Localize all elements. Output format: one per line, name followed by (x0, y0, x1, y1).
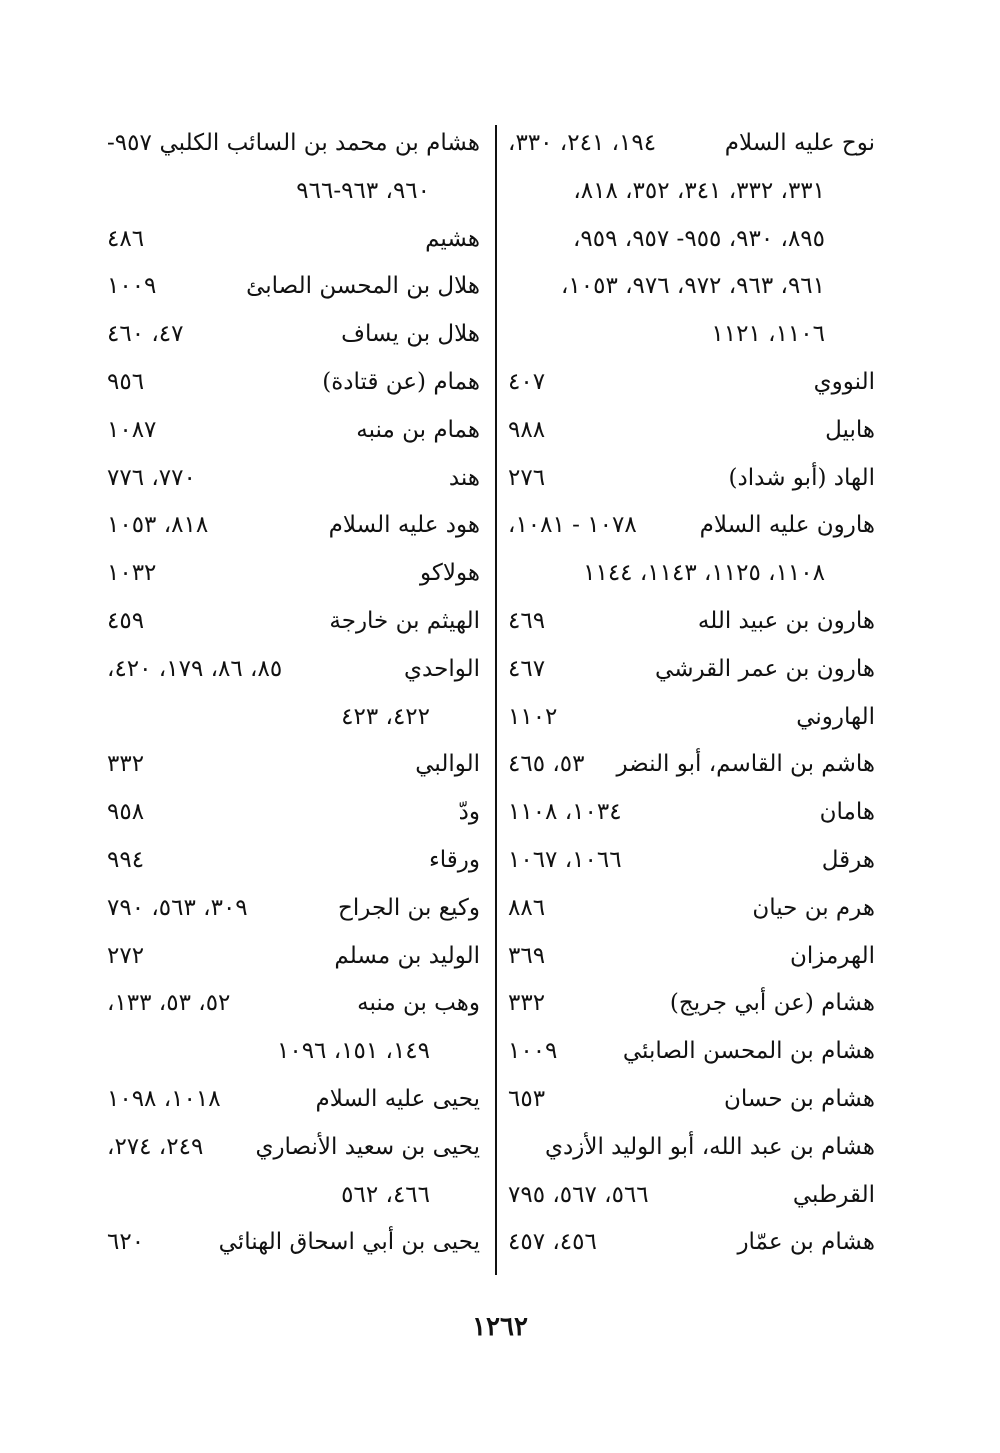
index-column-right (500, 120, 885, 1267)
entry-name: وكيع بن الجراح (338, 894, 480, 921)
entry-page-numbers: ١٠٠٩ (107, 273, 157, 300)
entry-page-numbers: ٢٧٢ (107, 942, 145, 969)
entry-name: هاشم بن القاسم، أبو النضر (616, 751, 875, 778)
index-entry (105, 1124, 490, 1172)
entry-page-numbers: ١٠٠٩ (508, 1038, 558, 1065)
entry-page-numbers: ١٩٤، ٢٤١، ٣٣٠، (508, 130, 657, 156)
index-entry (105, 1076, 490, 1124)
index-entry (105, 1172, 490, 1220)
column-divider (495, 125, 497, 1275)
entry-name: الهاد (أبو شداد) (728, 464, 875, 491)
entry-page-numbers: ١٠٣٢ (107, 560, 157, 587)
entry-page-numbers: ٤٢٢، ٤٢٣ (341, 703, 430, 730)
index-entry (500, 694, 885, 742)
entry-name: هلال بن المحسن الصابئ (246, 273, 480, 300)
entry-name: النووي (813, 368, 875, 395)
index-entry (500, 263, 885, 311)
entry-page-numbers: ١٠٧٨ - ١٠٨١، (508, 512, 637, 539)
entry-page-numbers: ٥٦٦، ٥٦٧، ٧٩٥ (508, 1181, 649, 1208)
entry-name: هارون بن عمر القرشي (655, 655, 875, 682)
entry-page-numbers: ٣٣١، ٣٣٢، ٣٤١، ٣٥٢، ٨١٨، (573, 177, 825, 204)
entry-name: هشام بن عمّار (737, 1229, 875, 1256)
entry-page-numbers: ٥٣، ٤٦٥ (508, 751, 585, 778)
entry-page-numbers: ١٠٨٧ (107, 416, 157, 443)
entry-page-numbers: ٤٦٧ (508, 655, 546, 682)
index-entry (500, 885, 885, 933)
index-entry (105, 359, 490, 407)
entry-page-numbers: ٣٠٩، ٥٦٣، ٧٩٠ (107, 894, 248, 921)
entry-page-numbers: ١٠١٨، ١٠٩٨ (107, 1085, 221, 1112)
index-entry (105, 311, 490, 359)
entry-name: هامان (819, 799, 875, 826)
index-entry (105, 502, 490, 550)
index-entry (105, 263, 490, 311)
index-entry (500, 1028, 885, 1076)
index-entry (105, 168, 490, 216)
entry-name: هلال بن يساف (341, 321, 480, 348)
entry-page-numbers: ٤٦٦، ٥٦٢ (341, 1181, 430, 1208)
entry-page-numbers: ١١٠٦، ١١٢١ (711, 321, 825, 348)
entry-page-numbers: ٩٥٨ (107, 799, 145, 826)
entry-page-numbers: ٧٧٠، ٧٧٦ (107, 464, 196, 491)
index-entry (500, 598, 885, 646)
entry-name: يحيى بن أبي اسحاق الهنائي (218, 1229, 480, 1256)
index-entry (105, 1219, 490, 1267)
index-entry (500, 120, 885, 168)
entry-page-numbers: ١٤٩، ١٥١، ١٠٩٦ (276, 1038, 430, 1065)
index-entry (105, 646, 490, 694)
index-entry (105, 598, 490, 646)
entry-page-numbers: ٤٥٦، ٤٥٧ (508, 1229, 597, 1256)
index-entry (105, 455, 490, 503)
index-entry (500, 789, 885, 837)
entry-name: هابيل (825, 416, 875, 443)
entry-name: القرطبي (792, 1181, 875, 1208)
index-entry (105, 933, 490, 981)
entry-page-numbers: ٨٩٥، ٩٣٠، ٩٥٥- ٩٥٧، ٩٥٩، (572, 225, 825, 252)
entry-name: هشام بن حسان (723, 1085, 875, 1112)
entry-page-numbers: ٤٨٦ (107, 225, 145, 252)
entry-name: هشام بن محمد بن السائب الكلبي (159, 130, 480, 156)
entry-name: هارون عليه السلام (699, 512, 875, 539)
index-entry (500, 933, 885, 981)
entry-page-numbers: ٨٨٦ (508, 894, 546, 921)
index-entry (105, 741, 490, 789)
entry-name: هارون بن عبيد الله (697, 607, 875, 634)
entry-page-numbers: ٤٦٩ (508, 607, 546, 634)
entry-name: هشيم (425, 225, 480, 252)
index-entry (500, 646, 885, 694)
index-entry (500, 1172, 885, 1220)
entry-name: همام بن منبه (356, 416, 480, 443)
index-entry (105, 837, 490, 885)
entry-name: هشام بن عبد الله، أبو الوليد الأزدي (544, 1133, 875, 1160)
index-entry (500, 1124, 885, 1172)
index-entry (500, 550, 885, 598)
entry-page-numbers: ١٠٦٦، ١٠٦٧ (508, 846, 622, 873)
entry-name: هشام (عن أبي جريج) (669, 990, 875, 1017)
entry-page-numbers: ٩٥٦ (107, 368, 145, 395)
entry-page-numbers: ٩٨٨ (508, 416, 546, 443)
index-entry (105, 216, 490, 264)
entry-page-numbers: ٩٥٧- (107, 130, 152, 156)
entry-name: هرقل (821, 846, 875, 873)
entry-name: هولاكو (420, 560, 480, 587)
entry-name: هود عليه السلام (328, 512, 480, 539)
entry-page-numbers: ١١٠٨، ١١٢٥، ١١٤٣، ١١٤٤ (583, 560, 825, 587)
index-entry (500, 980, 885, 1028)
index-entry (105, 980, 490, 1028)
entry-page-numbers: ٢٧٦ (508, 464, 546, 491)
entry-name: الواحدي (404, 655, 480, 682)
entry-page-numbers: ٦٢٠ (107, 1229, 145, 1256)
entry-name: همام (عن قتادة) (322, 368, 480, 395)
entry-page-numbers: ٩٩٤ (107, 846, 145, 873)
entry-name: يحيى عليه السلام (315, 1085, 480, 1112)
index-entry (500, 741, 885, 789)
index-column-left (105, 120, 490, 1267)
entry-page-numbers: ١٠٣٤، ١١٠٨ (508, 799, 622, 826)
index-entry (500, 407, 885, 455)
entry-page-numbers: ٣٣٢ (508, 990, 546, 1017)
entry-name: هند (448, 464, 480, 491)
entry-name: الوالبي (415, 751, 480, 778)
entry-page-numbers: ٤٧، ٤٦٠ (107, 321, 184, 348)
entry-page-numbers: ٩٦٠، ٩٦٣-٩٦٦ (296, 177, 430, 204)
entry-page-numbers: ٥٢، ٥٣، ١٣٣، (107, 990, 231, 1017)
entry-page-numbers: ٣٣٢ (107, 751, 145, 778)
entry-name: نوح عليه السلام (724, 130, 875, 156)
index-entry (500, 837, 885, 885)
index-entry (105, 885, 490, 933)
index-entry (105, 407, 490, 455)
entry-name: الهيثم بن خارجة (329, 607, 480, 634)
entry-name: الهرمزان (790, 942, 875, 969)
index-entry (500, 311, 885, 359)
entry-page-numbers: ٨٥، ٨٦، ١٧٩، ٤٢٠، (107, 655, 283, 682)
index-entry (105, 694, 490, 742)
entry-name: ورقاء (428, 846, 480, 873)
entry-page-numbers: ٨١٨، ١٠٥٣ (107, 512, 209, 539)
index-entry (105, 1028, 490, 1076)
index-entry (500, 1219, 885, 1267)
entry-page-numbers: ٦٥٣ (508, 1085, 546, 1112)
entry-page-numbers: ١١٠٢ (508, 703, 558, 730)
index-entry (500, 216, 885, 264)
entry-name: الوليد بن مسلم (334, 942, 480, 969)
index-entry (105, 789, 490, 837)
entry-page-numbers: ٤٠٧ (508, 368, 546, 395)
entry-page-numbers: ٢٤٩، ٢٧٤، (107, 1133, 204, 1160)
index-entry (500, 359, 885, 407)
index-entry (105, 120, 490, 168)
entry-name: هرم بن حيان (752, 894, 875, 921)
entry-page-numbers: ٤٥٩ (107, 607, 145, 634)
index-entry (500, 1076, 885, 1124)
entry-page-numbers: ٩٦١، ٩٦٣، ٩٧٢، ٩٧٦، ١٠٥٣، (560, 273, 825, 300)
entry-name: يحيى بن سعيد الأنصاري (255, 1133, 480, 1160)
entry-name: الهاروني (796, 703, 875, 730)
entry-page-numbers: ٣٦٩ (508, 942, 546, 969)
index-entry (105, 550, 490, 598)
entry-name: ودّ (458, 799, 480, 826)
page-number: ١٢٦٢ (472, 1312, 528, 1342)
index-entry (500, 455, 885, 503)
entry-name: هشام بن المحسن الصابئي (622, 1038, 875, 1065)
index-entry (500, 168, 885, 216)
entry-name: وهب بن منبه (357, 990, 480, 1017)
index-entry (500, 502, 885, 550)
